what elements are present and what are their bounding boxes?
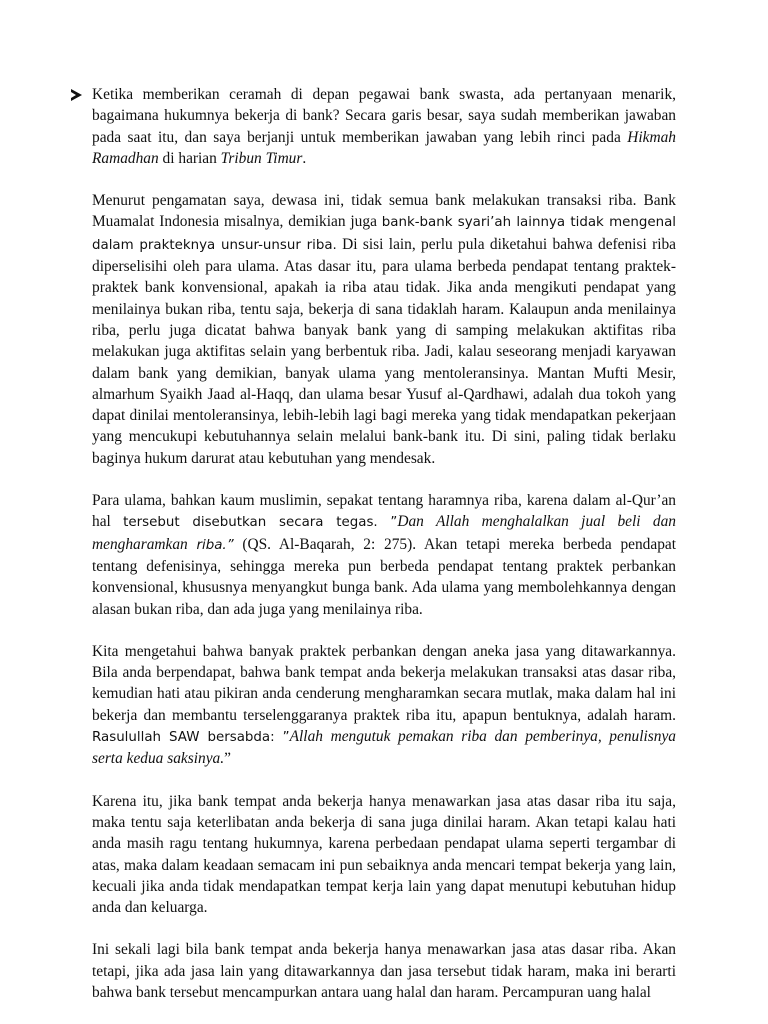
arrowhead-bullet-icon — [71, 89, 82, 101]
paragraph-4: Kita mengetahui bahwa banyak praktek perbankan dengan aneka jasa yang ditawarkannya. Bila anda berpendapat, bahwa bank tempat anda bekerja melakukan transaksi atas dasar riba, kemudian hati atau pikiran anda cenderung mengharamkan secara mutlak, maka dalam hal ini bekerja dan membantu terselenggaranya praktek riba itu, apapun bentuknya, adalah haram. Rasulullah SAW bersabda: ”Allah mengutuk pemakan riba dan pemberinya, penulisnya serta kedua saksinya.” — [92, 642, 676, 768]
paragraph-2: Menurut pengamatan saya, dewasa ini, tidak semua bank melakukan transaksi riba. Bank Muamalat Indonesia misalnya, demikian juga bank-bank syari’ah lainnya tidak mengenal dalam prakteknya unsur-unsur riba. Di sisi lain, perlu pula diketahui bahwa defenisi riba diperselisihi oleh para ulama. Atas dasar itu, para ulama berbeda pendapat tentang praktek-praktek bank konvensional, apakah ia riba atau tidak. Jika anda mengikuti pendapat yang menilainya bukan riba, tentu saja, bekerja di sana tidaklah haram. Kalaupun anda menilainya riba, perlu juga dicatat bahwa banyak bank yang di samping melakukan aktifitas riba melakukan juga aktifitas selain yang berbentuk riba. Jadi, kalau seseorang menjadi karyawan dalam bank yang demikian, banyak ulama yang mentoleransinya. Mantan Mufti Mesir, almarhum Syaikh Jaad al-Haqq, dan ulama besar Yusuf al-Qardhawi, adalah dua tokoh yang dapat dinilai mentoleransinya, lebih-lebih lagi bagi mereka yang tidak mendapatkan pekerjaan yang mencukupi kebutuhannya selain melalui bank-bank itu. Di sini, paling tidak berlaku baginya hukum darurat atau kebutuhan yang mendesak. — [92, 192, 676, 467]
paragraph-6: Ini sekali lagi bila bank tempat anda bekerja hanya menawarkan jasa atas dasar riba. Akan tetapi, jika ada jasa lain yang ditawarkannya dan jasa tersebut tidak haram, maka ini berarti bahwa bank tersebut mencampurkan antara uang halal dan haram. Percampuran uang halal — [92, 941, 676, 1001]
paragraph-5: Karena itu, jika bank tempat anda bekerja hanya menawarkan jasa atas dasar riba itu saja, maka tentu saja keterlibatan anda bekerja di sana juga dinilai haram. Akan tetapi kalau hati anda masih ragu tentang hukumnya, karena perbedaan pendapat ulama seperti tergambar di atas, maka dalam keadaan semacam ini pun sebaiknya anda mencari tempat bekerja yang lain, kecuali jika anda tidak mendapatkan tempat kerja lain yang dapat menutupi kebutuhan hidup anda dan keluarga. — [92, 792, 676, 917]
paragraph-3: Para ulama, bahkan kaum muslimin, sepakat tentang haramnya riba, karena dalam al-Qur’an hal tersebut disebutkan secara tegas. ”Dan Allah menghalalkan jual beli dan mengharamkan riba.” (QS. Al-Baqarah, 2: 275). Akan tetapi mereka berbeda pendapat tentang defenisinya, sehingga mereka pun berbeda pendapat tentang praktek perbankan konvensional, khususnya menyangkut bunga bank. Ada ulama yang membolehkannya dengan alasan bukan riba, dan ada juga yang menilainya riba. — [92, 492, 676, 618]
document-body — [92, 84, 676, 1024]
paragraph-1: Ketika memberikan ceramah di depan pegawai bank swasta, ada pertanyaan menarik, bagaimana hukumnya bekerja di bank? Secara garis besar, saya sudah memberikan jawaban pada saat itu, dan saya berjanji untuk memberikan jawaban yang lebih rinci pada Hikmah Ramadhan di harian Tribun Timur. — [92, 86, 676, 167]
